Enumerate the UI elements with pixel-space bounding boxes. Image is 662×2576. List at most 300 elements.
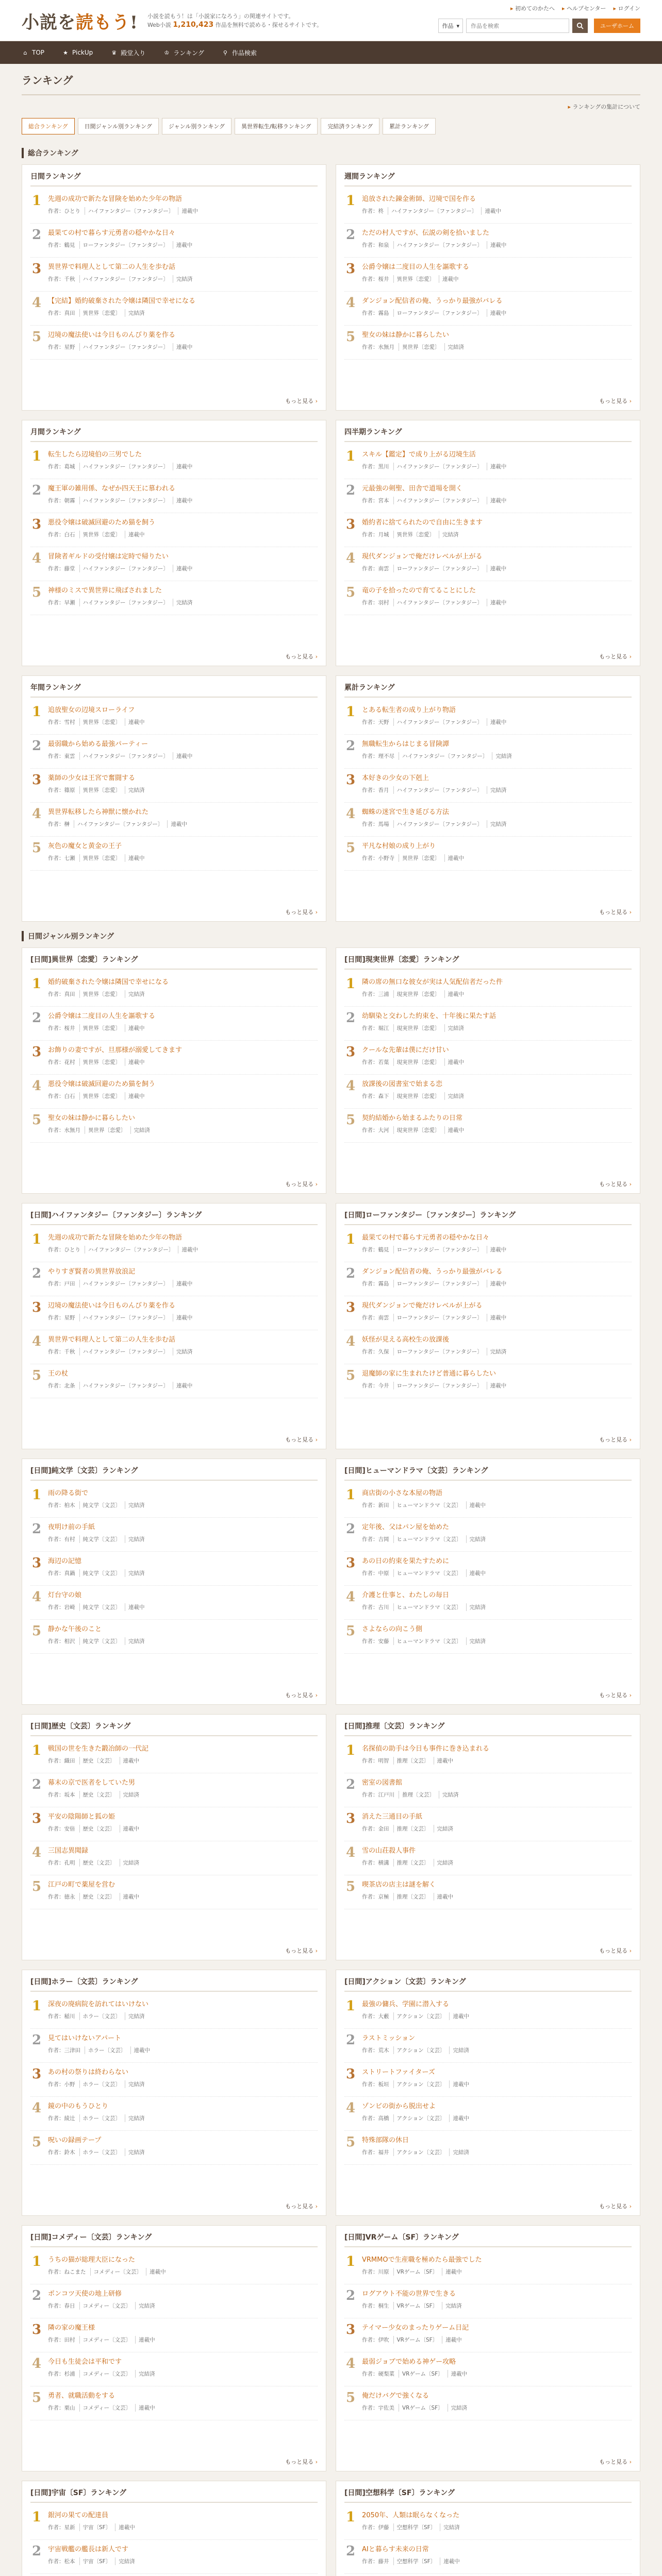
work-author[interactable]: 作者：今井	[362, 1383, 389, 1389]
work-genre[interactable]: 歴史〔文芸〕	[79, 1893, 115, 1901]
work-genre[interactable]: ホラー〔文芸〕	[79, 2080, 121, 2088]
work-author[interactable]: 作者：ひとり	[48, 1247, 80, 1253]
work-genre[interactable]: ローファンタジー〔ファンタジー〕	[393, 309, 483, 317]
site-logo[interactable]	[22, 8, 138, 33]
work-genre[interactable]: ハイファンタジー〔ファンタジー〕	[388, 207, 477, 215]
work-author[interactable]: 作者：藤堂	[48, 566, 75, 572]
work-title-link[interactable]: 異世界で料理人として第二の人生を歩む話	[48, 263, 176, 271]
work-author[interactable]: 作者：稲川	[48, 2013, 75, 2020]
work-genre[interactable]: ハイファンタジー〔ファンタジー〕	[79, 275, 169, 283]
work-genre[interactable]: ハイファンタジー〔ファンタジー〕	[79, 497, 169, 504]
work-author[interactable]: 作者：白石	[48, 1093, 75, 1099]
work-author[interactable]: 作者：横溝	[362, 1860, 389, 1866]
tab-cumulative[interactable]: 累計ランキング	[383, 118, 436, 134]
work-title-link[interactable]: ログアウト不能の世界で生きる	[362, 2290, 456, 2298]
more-link[interactable]: もっと見る ›	[30, 393, 318, 405]
work-genre[interactable]: ハイファンタジー〔ファンタジー〕	[85, 207, 174, 215]
work-author[interactable]: 作者：織田	[48, 1758, 75, 1764]
work-title-link[interactable]: 2050年、人類は眠らなくなった	[362, 2512, 460, 2519]
work-author[interactable]: 作者：大河	[362, 1127, 389, 1133]
work-title-link[interactable]: テイマー少女のまったりゲーム日記	[362, 2324, 469, 2332]
work-title-link[interactable]: 見てはいけないアパート	[48, 2035, 121, 2042]
work-author[interactable]: 作者：小野	[48, 2081, 75, 2088]
more-link[interactable]: もっと見る ›	[344, 393, 632, 405]
work-genre[interactable]: ハイファンタジー〔ファンタジー〕	[399, 752, 488, 760]
work-title-link[interactable]: 夜明け前の手紙	[48, 1523, 95, 1531]
more-link[interactable]: もっと見る ›	[344, 1176, 632, 1188]
work-title-link[interactable]: 平安の陰陽師と狐の姫	[48, 1813, 115, 1821]
work-title-link[interactable]: 最弱ジョブで始める神ゲー攻略	[362, 2358, 456, 2366]
work-author[interactable]: 作者：江戸川	[362, 1792, 394, 1798]
work-author[interactable]: 作者：小野寺	[362, 855, 394, 861]
work-author[interactable]: 作者：有村	[48, 1536, 75, 1543]
work-genre[interactable]: 異世界〔恋愛〕	[393, 531, 435, 538]
tab-overall[interactable]: 総合ランキング	[22, 118, 75, 134]
work-title-link[interactable]: ストリートファイターズ	[362, 2069, 435, 2076]
work-genre[interactable]: VRゲーム〔SF〕	[399, 2404, 443, 2412]
work-title-link[interactable]: 勇者、就職活動をする	[48, 2392, 115, 2400]
work-author[interactable]: 作者：水無月	[362, 344, 394, 350]
work-title-link[interactable]: 放課後の図書室で始まる恋	[362, 1080, 443, 1088]
work-genre[interactable]: 現実世界〔恋愛〕	[393, 1092, 440, 1100]
work-author[interactable]: 作者：明智	[362, 1758, 389, 1764]
work-genre[interactable]: 異世界〔恋愛〕	[79, 309, 121, 317]
work-genre[interactable]: 異世界〔恋愛〕	[79, 990, 121, 998]
work-author[interactable]: 作者：荒木	[362, 2047, 389, 2054]
link-first-time[interactable]: ▸ 初めてのかたへ	[510, 4, 555, 12]
work-genre[interactable]: ヒューマンドラマ〔文芸〕	[393, 1535, 462, 1543]
work-title-link[interactable]: 灯台守の娘	[48, 1591, 82, 1599]
work-title-link[interactable]: 本好きの少女の下剋上	[362, 774, 429, 782]
work-title-link[interactable]: 無職転生からはじまる冒険譚	[362, 740, 450, 748]
work-title-link[interactable]: 平凡な村娘の成り上がり	[362, 842, 436, 850]
work-genre[interactable]: ローファンタジー〔ファンタジー〕	[393, 1382, 483, 1389]
work-author[interactable]: 作者：三津田	[48, 2047, 80, 2054]
work-author[interactable]: 作者：真田	[48, 991, 75, 997]
work-author[interactable]: 作者：川原	[362, 2269, 389, 2275]
work-author[interactable]: 作者：中原	[362, 1570, 389, 1577]
link-login[interactable]: ▸ ログイン	[614, 4, 640, 12]
more-link[interactable]: もっと見る ›	[30, 1431, 318, 1444]
work-genre[interactable]: ハイファンタジー〔ファンタジー〕	[393, 820, 483, 828]
work-author[interactable]: 作者：桜井	[362, 276, 389, 282]
work-genre[interactable]: アクション〔文芸〕	[393, 2080, 445, 2088]
work-title-link[interactable]: 消えた三通目の手紙	[362, 1813, 423, 1821]
more-link[interactable]: もっと見る ›	[30, 1687, 318, 1699]
work-genre[interactable]: 推理〔文芸〕	[399, 1791, 435, 1799]
work-title-link[interactable]: 密室の図書館	[362, 1779, 403, 1787]
more-link[interactable]: もっと見る ›	[344, 648, 632, 660]
more-link[interactable]: もっと見る ›	[30, 2198, 318, 2210]
work-title-link[interactable]: 魔王軍の雑用係、なぜか四天王に慕われる	[48, 485, 176, 493]
work-genre[interactable]: 歴史〔文芸〕	[79, 1757, 115, 1765]
work-genre[interactable]: ローファンタジー〔ファンタジー〕	[393, 1246, 483, 1253]
work-genre[interactable]: コメディー〔文芸〕	[79, 2404, 131, 2412]
work-author[interactable]: 作者：ねこまた	[48, 2269, 86, 2275]
work-title-link[interactable]: 異世界で料理人として第二の人生を歩む話	[48, 1336, 176, 1344]
work-author[interactable]: 作者：月城	[362, 532, 389, 538]
nav-item-hall-of-fame[interactable]	[110, 48, 145, 57]
more-link[interactable]: もっと見る ›	[30, 2453, 318, 2466]
work-author[interactable]: 作者：宮本	[362, 498, 389, 504]
work-genre[interactable]: 異世界〔恋愛〕	[85, 1126, 126, 1134]
work-title-link[interactable]: 隣の席の無口な彼女が実は人気配信者だった件	[362, 978, 503, 986]
work-title-link[interactable]: 商店街の小さな本屋の物語	[362, 1489, 443, 1497]
work-title-link[interactable]: スキル【鑑定】で成り上がる辺境生活	[362, 451, 476, 459]
work-genre[interactable]: ホラー〔文芸〕	[79, 2148, 121, 2156]
work-title-link[interactable]: 聖女の妹は静かに暮らしたい	[48, 1114, 136, 1122]
work-title-link[interactable]: 銀河の果ての配達員	[48, 2512, 109, 2519]
nav-item-ranking[interactable]	[163, 48, 204, 57]
work-author[interactable]: 作者：真鍋	[48, 1570, 75, 1577]
work-author[interactable]: 作者：東雲	[48, 753, 75, 759]
work-title-link[interactable]: ゾンビの街から脱出せよ	[362, 2103, 436, 2110]
work-genre[interactable]: アクション〔文芸〕	[393, 2114, 445, 2122]
work-author[interactable]: 作者：徳永	[48, 1894, 75, 1900]
work-title-link[interactable]: 最果ての村で暮らす元勇者の穏やかな日々	[48, 229, 176, 237]
work-genre[interactable]: VRゲーム〔SF〕	[399, 2370, 443, 2378]
work-author[interactable]: 作者：大藪	[362, 2013, 389, 2020]
more-link[interactable]: もっと見る ›	[344, 904, 632, 916]
work-title-link[interactable]: 先週の成功で新たな冒険を始めた少年の物語	[48, 1234, 183, 1242]
work-title-link[interactable]: 聖女の妹は静かに暮らしたい	[362, 331, 450, 339]
work-author[interactable]: 作者：柏木	[48, 1502, 75, 1509]
work-author[interactable]: 作者：鈴木	[48, 2149, 75, 2156]
tab-genre[interactable]: ジャンル別ランキング	[162, 118, 231, 134]
work-title-link[interactable]: 名探偵の助手は今日も事件に巻き込まれる	[362, 1745, 490, 1753]
work-genre[interactable]: ハイファンタジー〔ファンタジー〕	[79, 599, 169, 606]
work-genre[interactable]: ハイファンタジー〔ファンタジー〕	[79, 752, 169, 760]
work-author[interactable]: 作者：安倍	[48, 1826, 75, 1832]
work-genre[interactable]: ローファンタジー〔ファンタジー〕	[393, 1314, 483, 1321]
work-title-link[interactable]: 神様のミスで異世界に飛ばされました	[48, 587, 162, 595]
work-author[interactable]: 作者：硬梨菜	[362, 2371, 394, 2377]
work-author[interactable]: 作者：馬場	[362, 821, 389, 827]
work-genre[interactable]: ハイファンタジー〔ファンタジー〕	[393, 497, 483, 504]
work-author[interactable]: 作者：南雲	[362, 1315, 389, 1321]
work-genre[interactable]: 空想科学〔SF〕	[393, 2523, 436, 2531]
work-author[interactable]: 作者：真田	[48, 310, 75, 316]
work-title-link[interactable]: 追放された錬金術師、辺境で国を作る	[362, 195, 476, 203]
work-title-link[interactable]: ただの村人ですが、伝説の剣を拾いました	[362, 229, 490, 237]
work-title-link[interactable]: 江戸の町で薬屋を営む	[48, 1881, 115, 1889]
work-title-link[interactable]: ポンコツ天使の地上研修	[48, 2290, 122, 2298]
work-title-link[interactable]: 異世界転移したら神獣に懐かれた	[48, 808, 149, 816]
work-title-link[interactable]: 先週の成功で新たな冒険を始めた少年の物語	[48, 195, 183, 203]
work-title-link[interactable]: 妖怪が見える高校生の放課後	[362, 1336, 450, 1344]
work-author[interactable]: 作者：篠原	[48, 787, 75, 793]
work-genre[interactable]: 異世界〔恋愛〕	[393, 275, 435, 283]
work-genre[interactable]: 推理〔文芸〕	[393, 1893, 429, 1901]
work-genre[interactable]: ハイファンタジー〔ファンタジー〕	[393, 241, 483, 249]
work-author[interactable]: 作者：久保	[362, 1349, 389, 1355]
work-genre[interactable]: 異世界〔恋愛〕	[399, 343, 440, 351]
work-genre[interactable]: 異世界〔恋愛〕	[399, 854, 440, 862]
work-genre[interactable]: 異世界〔恋愛〕	[79, 854, 121, 862]
work-genre[interactable]: コメディー〔文芸〕	[79, 2336, 131, 2344]
work-title-link[interactable]: 退魔師の家に生まれたけど普通に暮らしたい	[362, 1370, 496, 1378]
work-genre[interactable]: 歴史〔文芸〕	[79, 1825, 115, 1833]
work-author[interactable]: 作者：金田	[362, 1826, 389, 1832]
work-genre[interactable]: ハイファンタジー〔ファンタジー〕	[79, 1382, 169, 1389]
work-genre[interactable]: VRゲーム〔SF〕	[393, 2336, 438, 2344]
work-genre[interactable]: 現実世界〔恋愛〕	[393, 1024, 440, 1032]
work-title-link[interactable]: 俺だけバグで強くなる	[362, 2392, 429, 2400]
work-author[interactable]: 作者：伊吹	[362, 2337, 389, 2343]
work-author[interactable]: 作者：高橋	[362, 2115, 389, 2122]
work-author[interactable]: 作者：若葉	[362, 1059, 389, 1065]
work-title-link[interactable]: 元最強の剣聖、田舎で道場を開く	[362, 485, 463, 493]
work-genre[interactable]: ローファンタジー〔ファンタジー〕	[393, 1348, 483, 1355]
work-genre[interactable]: 純文学〔文芸〕	[79, 1501, 121, 1509]
work-title-link[interactable]: あの村の祭りは終わらない	[48, 2069, 129, 2076]
work-genre[interactable]: ハイファンタジー〔ファンタジー〕	[79, 463, 169, 470]
work-genre[interactable]: ヒューマンドラマ〔文芸〕	[393, 1637, 462, 1645]
work-genre[interactable]: 異世界〔恋愛〕	[79, 718, 121, 726]
work-genre[interactable]: ハイファンタジー〔ファンタジー〕	[79, 343, 169, 351]
work-author[interactable]: 作者：板垣	[362, 2081, 389, 2088]
work-author[interactable]: 作者：七瀬	[48, 855, 75, 861]
work-author[interactable]: 作者：鶴見	[362, 1247, 389, 1253]
work-title-link[interactable]: 竜の子を拾ったので育てることにした	[362, 587, 476, 595]
more-link[interactable]: もっと見る ›	[344, 1687, 632, 1699]
work-title-link[interactable]: 薬師の少女は王宮で奮闘する	[48, 774, 136, 782]
work-author[interactable]: 作者：藤井	[362, 2558, 389, 2565]
work-author[interactable]: 作者：堀江	[362, 1025, 389, 1031]
work-genre[interactable]: 異世界〔恋愛〕	[79, 1058, 121, 1066]
work-title-link[interactable]: あの日の約束を果たすために	[362, 1557, 450, 1565]
work-author[interactable]: 作者：栗山	[48, 2405, 75, 2411]
work-genre[interactable]: コメディー〔文芸〕	[90, 2268, 142, 2276]
work-title-link[interactable]: 転生したら辺境伯の三男でした	[48, 451, 142, 459]
work-author[interactable]: 作者：黒川	[362, 464, 389, 470]
work-genre[interactable]: ホラー〔文芸〕	[79, 2012, 121, 2020]
nav-item-pickup[interactable]	[62, 49, 93, 56]
work-author[interactable]: 作者：坂本	[48, 1792, 75, 1798]
tab-isekai[interactable]: 異世界転生/転移ランキング	[235, 118, 318, 134]
work-genre[interactable]: ローファンタジー〔ファンタジー〕	[79, 241, 169, 249]
work-author[interactable]: 作者：岩崎	[48, 1604, 75, 1611]
work-title-link[interactable]: 婚約破棄された令嬢は隣国で幸せになる	[48, 978, 169, 986]
work-author[interactable]: 作者：天野	[362, 719, 389, 725]
work-title-link[interactable]: 蜘蛛の迷宮で生き延びる方法	[362, 808, 450, 816]
work-author[interactable]: 作者：福井	[362, 2149, 389, 2156]
work-title-link[interactable]: 深夜の廃病院を訪れてはいけない	[48, 2001, 149, 2008]
work-genre[interactable]: ハイファンタジー〔ファンタジー〕	[74, 820, 163, 828]
work-genre[interactable]: ローファンタジー〔ファンタジー〕	[393, 565, 483, 572]
work-author[interactable]: 作者：霧島	[362, 1281, 389, 1287]
work-author[interactable]: 作者：相沢	[48, 1638, 75, 1645]
work-genre[interactable]: ヒューマンドラマ〔文芸〕	[393, 1603, 462, 1611]
work-title-link[interactable]: 現代ダンジョンで俺だけレベルが上がる	[362, 1302, 483, 1310]
work-author[interactable]: 作者：千秋	[48, 276, 75, 282]
nav-item-top[interactable]	[22, 49, 44, 56]
work-author[interactable]: 作者：田村	[48, 2337, 75, 2343]
ranking-about-link[interactable]	[22, 103, 640, 111]
work-genre[interactable]: 推理〔文芸〕	[393, 1825, 429, 1833]
work-author[interactable]: 作者：安藤	[362, 1638, 389, 1645]
work-genre[interactable]: ハイファンタジー〔ファンタジー〕	[393, 718, 483, 726]
work-author[interactable]: 作者：孔明	[48, 1860, 75, 1866]
work-title-link[interactable]: 冒険者ギルドの受付嬢は定時で帰りたい	[48, 553, 169, 561]
work-author[interactable]: 作者：桐生	[362, 2303, 389, 2309]
work-genre[interactable]: 推理〔文芸〕	[393, 1859, 429, 1867]
work-title-link[interactable]: 契約結婚から始まるふたりの日常	[362, 1114, 463, 1122]
work-author[interactable]: 作者：春日	[48, 2303, 75, 2309]
work-title-link[interactable]: 婚約者に捨てられたので自由に生きます	[362, 519, 483, 527]
work-title-link[interactable]: 公爵令嬢は二度目の人生を謳歌する	[362, 263, 470, 271]
work-genre[interactable]: コメディー〔文芸〕	[79, 2302, 131, 2310]
work-title-link[interactable]: 辺境の魔法使いは今日ものんびり薬を作る	[48, 331, 176, 339]
work-genre[interactable]: ヒューマンドラマ〔文芸〕	[393, 1569, 462, 1577]
more-link[interactable]: もっと見る ›	[30, 1942, 318, 1955]
work-title-link[interactable]: ダンジョン配信者の俺、うっかり最強がバレる	[362, 297, 503, 305]
work-title-link[interactable]: 宇宙戦艦の艦長は新人です	[48, 2546, 129, 2553]
work-genre[interactable]: アクション〔文芸〕	[393, 2148, 445, 2156]
work-author[interactable]: 作者：桜井	[48, 1025, 75, 1031]
work-title-link[interactable]: 雨の降る街で	[48, 1489, 89, 1497]
work-title-link[interactable]: 静かな午後のこと	[48, 1625, 102, 1633]
work-genre[interactable]: ハイファンタジー〔ファンタジー〕	[79, 1348, 169, 1355]
work-title-link[interactable]: とある転生者の成り上がり物語	[362, 706, 456, 714]
work-author[interactable]: 作者：伊藤	[362, 2524, 389, 2531]
more-link[interactable]: もっと見る ›	[30, 904, 318, 916]
work-title-link[interactable]: お飾りの妻ですが、旦那様が溺愛してきます	[48, 1046, 183, 1054]
search-input[interactable]	[466, 19, 569, 33]
work-title-link[interactable]: 隣の家の魔王様	[48, 2324, 95, 2332]
work-title-link[interactable]: 幕末の京で医者をしていた男	[48, 1779, 136, 1787]
work-title-link[interactable]: 雪の山荘殺人事件	[362, 1847, 416, 1855]
work-title-link[interactable]: うちの猫が総理大臣になった	[48, 2256, 136, 2264]
work-title-link[interactable]: 介護と仕事と、わたしの毎日	[362, 1591, 450, 1599]
work-title-link[interactable]: 喫茶店の店主は謎を解く	[362, 1881, 436, 1889]
work-genre[interactable]: ローファンタジー〔ファンタジー〕	[393, 1280, 483, 1287]
work-title-link[interactable]: 海辺の記憶	[48, 1557, 82, 1565]
work-author[interactable]: 作者：南雲	[362, 566, 389, 572]
work-genre[interactable]: ホラー〔文芸〕	[79, 2114, 121, 2122]
work-author[interactable]: 作者：綾辻	[48, 2115, 75, 2122]
work-author[interactable]: 作者：早瀬	[48, 600, 75, 606]
work-title-link[interactable]: 悪役令嬢は破滅回避のため猫を飼う	[48, 519, 156, 527]
search-type-select[interactable]	[438, 19, 463, 33]
work-author[interactable]: 作者：香月	[362, 787, 389, 793]
work-author[interactable]: 作者：星野	[48, 1315, 75, 1321]
work-author[interactable]: 作者：古川	[362, 1604, 389, 1611]
work-genre[interactable]: アクション〔文芸〕	[393, 2046, 445, 2054]
work-title-link[interactable]: クールな先輩は僕にだけ甘い	[362, 1046, 449, 1054]
work-author[interactable]: 作者：千秋	[48, 1349, 75, 1355]
work-author[interactable]: 作者：杉浦	[48, 2371, 75, 2377]
work-genre[interactable]: 空想科学〔SF〕	[393, 2557, 436, 2565]
work-genre[interactable]: VRゲーム〔SF〕	[393, 2302, 438, 2310]
search-button[interactable]	[572, 19, 588, 33]
more-link[interactable]: もっと見る ›	[344, 2198, 632, 2210]
nav-item-search[interactable]	[222, 48, 257, 57]
work-genre[interactable]: ハイファンタジー〔ファンタジー〕	[79, 565, 169, 572]
work-genre[interactable]: ホラー〔文芸〕	[85, 2046, 126, 2054]
work-author[interactable]: 作者：星新	[48, 2524, 75, 2531]
work-title-link[interactable]: AIと暮らす未来の日常	[362, 2546, 429, 2553]
work-genre[interactable]: 現実世界〔恋愛〕	[393, 1058, 440, 1066]
work-title-link[interactable]: 最強の傭兵、学園に潜入する	[362, 2001, 450, 2008]
more-link[interactable]: もっと見る ›	[344, 2453, 632, 2466]
work-genre[interactable]: 純文学〔文芸〕	[79, 1637, 121, 1645]
work-genre[interactable]: 宇宙〔SF〕	[79, 2523, 111, 2531]
work-genre[interactable]: ハイファンタジー〔ファンタジー〕	[393, 599, 483, 606]
work-author[interactable]: 作者：羽村	[362, 600, 389, 606]
work-title-link[interactable]: 辺境の魔法使いは今日ものんびり薬を作る	[48, 1302, 176, 1310]
work-author[interactable]: 作者：雪村	[48, 719, 75, 725]
more-link[interactable]: もっと見る ›	[344, 1942, 632, 1955]
link-help-center[interactable]: ▸ ヘルプセンター	[562, 4, 606, 12]
work-author[interactable]: 作者：三浦	[362, 991, 389, 997]
work-title-link[interactable]: 鏡の中のもうひとり	[48, 2103, 109, 2110]
work-genre[interactable]: 歴史〔文芸〕	[79, 1859, 115, 1867]
work-author[interactable]: 作者：鶴見	[48, 242, 75, 248]
userhome-button[interactable]	[594, 19, 640, 33]
work-author[interactable]: 作者：朝霧	[48, 498, 75, 504]
work-author[interactable]: 作者：戸田	[48, 1281, 75, 1287]
more-link[interactable]: もっと見る ›	[344, 1431, 632, 1444]
tab-completed[interactable]: 完結済ランキング	[321, 118, 379, 134]
work-title-link[interactable]: 現代ダンジョンで俺だけレベルが上がる	[362, 553, 483, 561]
work-genre[interactable]: 現実世界〔恋愛〕	[393, 990, 440, 998]
work-title-link[interactable]: 公爵令嬢は二度目の人生を謳歌する	[48, 1012, 156, 1020]
work-genre[interactable]: ハイファンタジー〔ファンタジー〕	[79, 1280, 169, 1287]
work-author[interactable]: 作者：京極	[362, 1894, 389, 1900]
work-title-link[interactable]: 王の杖	[48, 1370, 69, 1378]
work-genre[interactable]: ハイファンタジー〔ファンタジー〕	[393, 463, 483, 470]
work-author[interactable]: 作者：星野	[48, 344, 75, 350]
work-genre[interactable]: ハイファンタジー〔ファンタジー〕	[85, 1246, 174, 1253]
work-title-link[interactable]: やりすぎ賢者の異世界放浪記	[48, 1268, 136, 1276]
work-title-link[interactable]: 三国志異聞録	[48, 1847, 89, 1855]
work-title-link[interactable]: 今日も生徒会は平和です	[48, 2358, 122, 2366]
work-genre[interactable]: 現実世界〔恋愛〕	[393, 1126, 440, 1134]
work-genre[interactable]: ハイファンタジー〔ファンタジー〕	[79, 1314, 169, 1321]
work-author[interactable]: 作者：北条	[48, 1383, 75, 1389]
work-genre[interactable]: 異世界〔恋愛〕	[79, 1092, 121, 1100]
work-title-link[interactable]: 呪いの録画テープ	[48, 2137, 102, 2144]
work-title-link[interactable]: 戦国の世を生きた鍛冶師の一代記	[48, 1745, 149, 1753]
work-genre[interactable]: ハイファンタジー〔ファンタジー〕	[393, 786, 483, 794]
work-genre[interactable]: 異世界〔恋愛〕	[79, 531, 121, 538]
work-title-link[interactable]: VRMMOで生産職を極めたら最強でした	[362, 2256, 482, 2264]
work-author[interactable]: 作者：ひとり	[48, 208, 80, 214]
work-title-link[interactable]: 灰色の魔女と黄金の王子	[48, 842, 122, 850]
work-author[interactable]: 作者：水無月	[48, 1127, 80, 1133]
work-genre[interactable]: 純文学〔文芸〕	[79, 1535, 121, 1543]
work-author[interactable]: 作者：白石	[48, 532, 75, 538]
work-author[interactable]: 作者：榊	[48, 821, 70, 827]
work-title-link[interactable]: 追放聖女の辺境スローライフ	[48, 706, 135, 714]
work-title-link[interactable]: 幼馴染と交わした約束を、十年後に果たす話	[362, 1012, 496, 1020]
work-genre[interactable]: アクション〔文芸〕	[393, 2012, 445, 2020]
work-title-link[interactable]: 【完結】婚約破棄された令嬢は隣国で幸せになる	[48, 297, 196, 305]
work-title-link[interactable]: ラストミッション	[362, 2035, 416, 2042]
work-author[interactable]: 作者：理不尽	[362, 753, 394, 759]
work-title-link[interactable]: 最果ての村で暮らす元勇者の穏やかな日々	[362, 1234, 490, 1242]
more-link[interactable]: もっと見る ›	[30, 648, 318, 660]
work-author[interactable]: 作者：葛城	[48, 464, 75, 470]
more-link[interactable]: もっと見る ›	[30, 1176, 318, 1188]
work-title-link[interactable]: 特殊部隊の休日	[362, 2137, 409, 2144]
work-title-link[interactable]: ダンジョン配信者の俺、うっかり最強がバレる	[362, 1268, 503, 1276]
work-author[interactable]: 作者：柊	[362, 208, 384, 214]
work-author[interactable]: 作者：花村	[48, 1059, 75, 1065]
work-genre[interactable]: 異世界〔恋愛〕	[79, 1024, 121, 1032]
work-genre[interactable]: 異世界〔恋愛〕	[79, 786, 121, 794]
